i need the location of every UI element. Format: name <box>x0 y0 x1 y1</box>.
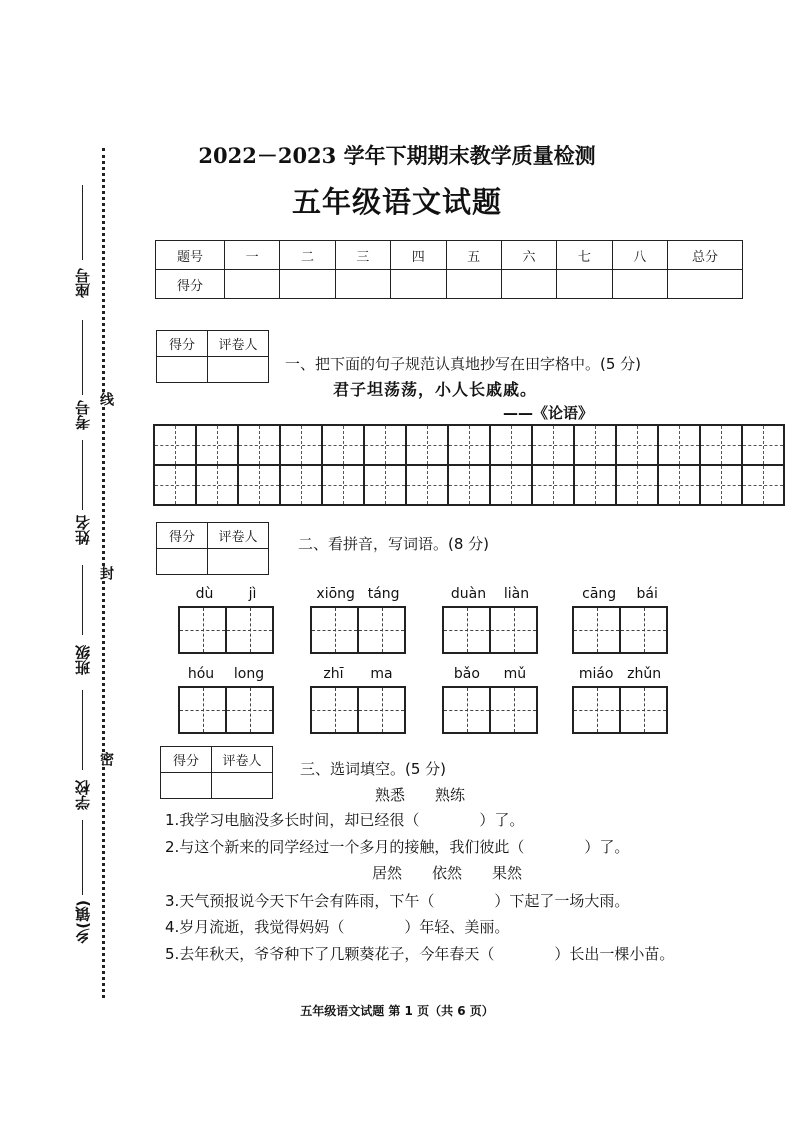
pinyin-word <box>178 586 274 654</box>
tianzige-cell[interactable] <box>407 466 449 506</box>
word-options-2: 居然 依然 果然 <box>372 864 523 882</box>
class-line <box>82 565 83 635</box>
tianzige-cell[interactable] <box>155 466 197 506</box>
seal-mark-line: 线 <box>98 392 114 406</box>
tianzige-cell[interactable] <box>407 426 449 466</box>
grader-box-2 <box>156 522 269 575</box>
tianzige-cell[interactable] <box>197 426 239 466</box>
tianzige-cell[interactable] <box>197 466 239 506</box>
seal-mark-secret: 密 <box>98 752 114 766</box>
pinyin-syllable: bái <box>636 586 658 602</box>
tianzige-cell[interactable] <box>659 466 701 506</box>
tianzige-answer-box[interactable] <box>178 606 274 654</box>
class-label: 班级 <box>74 645 92 675</box>
tianzige-answer-box[interactable] <box>310 606 406 654</box>
tianzige-cell[interactable] <box>701 426 743 466</box>
tianzige-cell[interactable] <box>491 466 533 506</box>
grader-reviewer-label: 评卷人 <box>208 523 269 549</box>
score-input-cell[interactable] <box>501 270 556 299</box>
tianzige-cell[interactable] <box>533 466 575 506</box>
pinyin-word <box>310 666 406 734</box>
section2-heading: 二、看拼音，写词语。(8 分) <box>298 535 490 553</box>
pinyin-syllable: dù <box>195 586 214 602</box>
score-input-cell[interactable] <box>225 270 280 299</box>
township-label: 乡(镇) <box>74 900 92 944</box>
score-header-cell: 八 <box>612 241 667 270</box>
pinyin-word <box>442 586 538 654</box>
section1-heading: 一、把下面的句子规范认真地抄写在田字格中。(5 分) <box>285 355 642 373</box>
question-2: 2.与这个新来的同学经过一个多月的接触，我们彼此（ ）了。 <box>165 838 630 856</box>
tianzige-cell[interactable] <box>575 426 617 466</box>
score-header-cell: 四 <box>391 241 446 270</box>
seat-number-label: 座号 <box>74 268 92 298</box>
tianzige-cell[interactable] <box>323 426 365 466</box>
section1-source: ——《论语》 <box>503 404 594 422</box>
score-input-cell[interactable] <box>335 270 390 299</box>
score-header-cell: 总分 <box>668 241 743 270</box>
tianzige-answer-box[interactable] <box>310 686 406 734</box>
tianzige-cell[interactable] <box>281 426 323 466</box>
grader-score-cell[interactable] <box>161 773 212 799</box>
tianzige-cell[interactable] <box>617 466 659 506</box>
grader-box-1 <box>156 330 269 383</box>
tianzige-cell[interactable] <box>617 426 659 466</box>
score-table <box>155 240 743 299</box>
score-input-cell[interactable] <box>391 270 446 299</box>
pinyin-word <box>442 666 538 734</box>
grader-reviewer-cell[interactable] <box>208 357 269 383</box>
score-header-cell: 五 <box>446 241 501 270</box>
name-line <box>82 440 83 510</box>
exam-subtitle: 五年级语文试题 <box>291 185 502 219</box>
score-header-cell: 一 <box>225 241 280 270</box>
grader-reviewer-cell[interactable] <box>212 773 273 799</box>
tianzige-answer-box[interactable] <box>442 686 538 734</box>
pinyin-syllable: long <box>233 666 265 682</box>
pinyin-syllable: miáo <box>578 666 614 682</box>
tianzige-cell[interactable] <box>575 466 617 506</box>
tianzige-cell[interactable] <box>659 426 701 466</box>
tianzige-cell[interactable] <box>365 466 407 506</box>
pinyin-syllable: jì <box>248 586 257 602</box>
tianzige-cell[interactable] <box>491 426 533 466</box>
seal-mark-seal: 封 <box>98 566 114 580</box>
pinyin-syllable: ma <box>370 666 393 682</box>
tianzige-cell[interactable] <box>449 426 491 466</box>
pinyin-syllable: mǔ <box>503 666 527 682</box>
tianzige-cell[interactable] <box>743 466 785 506</box>
grader-score-label: 得分 <box>161 747 212 773</box>
school-label: 学校 <box>74 780 92 810</box>
pinyin-word <box>178 666 274 734</box>
pinyin-word <box>310 586 406 654</box>
question-5: 5.去年秋天，爷爷种下了几颗葵花子，今年春天（ ）长出一棵小苗。 <box>165 945 675 963</box>
pinyin-syllable: zhī <box>323 666 344 682</box>
name-label: 姓名 <box>74 515 92 545</box>
pinyin-syllable: zhǔn <box>627 666 662 682</box>
score-header-cell: 题号 <box>156 241 225 270</box>
tianzige-cell[interactable] <box>533 426 575 466</box>
question-3: 3.天气预报说今天下午会有阵雨，下午（ ）下起了一场大雨。 <box>165 892 630 910</box>
score-input-cell[interactable] <box>446 270 501 299</box>
pinyin-syllable: bǎo <box>453 666 480 682</box>
grader-score-label: 得分 <box>157 331 208 357</box>
tianzige-answer-box[interactable] <box>572 686 668 734</box>
grader-score-cell[interactable] <box>157 357 208 383</box>
section3-heading: 三、选词填空。(5 分) <box>300 760 447 778</box>
tianzige-answer-box[interactable] <box>442 606 538 654</box>
copy-writing-grid <box>153 424 785 506</box>
tianzige-cell[interactable] <box>365 426 407 466</box>
school-line <box>82 690 83 770</box>
pinyin-syllable: duàn <box>450 586 487 602</box>
score-header-cell: 三 <box>335 241 390 270</box>
tianzige-cell[interactable] <box>701 466 743 506</box>
score-input-cell[interactable] <box>557 270 612 299</box>
tianzige-cell[interactable] <box>239 466 281 506</box>
page-footer: 五年级语文试题 第 1 页（共 6 页） <box>300 1004 494 1018</box>
pinyin-syllable: hóu <box>187 666 215 682</box>
score-input-cell[interactable] <box>280 270 335 299</box>
score-input-cell[interactable] <box>612 270 667 299</box>
score-input-cell[interactable] <box>668 270 743 299</box>
pinyin-word <box>572 586 668 654</box>
township-line <box>82 820 83 895</box>
tianzige-answer-box[interactable] <box>178 686 274 734</box>
tianzige-cell[interactable] <box>155 426 197 466</box>
tianzige-cell[interactable] <box>239 426 281 466</box>
question-1: 1.我学习电脑没多长时间，却已经很（ ）了。 <box>165 811 525 829</box>
tianzige-cell[interactable] <box>323 466 365 506</box>
section1-quote: 君子坦荡荡，小人长戚戚。 <box>333 380 538 399</box>
pinyin-word <box>572 666 668 734</box>
exam-number-label: 考号 <box>74 400 92 430</box>
word-options-1: 熟悉 熟练 <box>375 786 466 804</box>
tianzige-cell[interactable] <box>743 426 785 466</box>
question-4: 4.岁月流逝，我觉得妈妈（ ）年轻、美丽。 <box>165 918 510 936</box>
tianzige-answer-box[interactable] <box>572 606 668 654</box>
grader-reviewer-label: 评卷人 <box>212 747 273 773</box>
score-table-header-row <box>156 241 743 270</box>
score-table-score-row <box>156 270 743 299</box>
grader-score-cell[interactable] <box>157 549 208 575</box>
grader-reviewer-cell[interactable] <box>208 549 269 575</box>
pinyin-syllable: cāng <box>582 586 617 602</box>
pinyin-syllable: liàn <box>503 586 530 602</box>
score-header-cell: 六 <box>501 241 556 270</box>
score-header-cell: 二 <box>280 241 335 270</box>
exam-title: 2022－2023 学年下期期末教学质量检测 <box>198 143 596 168</box>
tianzige-cell[interactable] <box>449 466 491 506</box>
tianzige-cell[interactable] <box>281 466 323 506</box>
score-header-cell: 七 <box>557 241 612 270</box>
grader-score-label: 得分 <box>157 523 208 549</box>
exam-number-line <box>82 320 83 395</box>
pinyin-syllable: xiōng <box>316 586 355 602</box>
pinyin-syllable: táng <box>367 586 400 602</box>
grader-box-3 <box>160 746 273 799</box>
score-row-label: 得分 <box>156 270 225 299</box>
grader-reviewer-label: 评卷人 <box>208 331 269 357</box>
